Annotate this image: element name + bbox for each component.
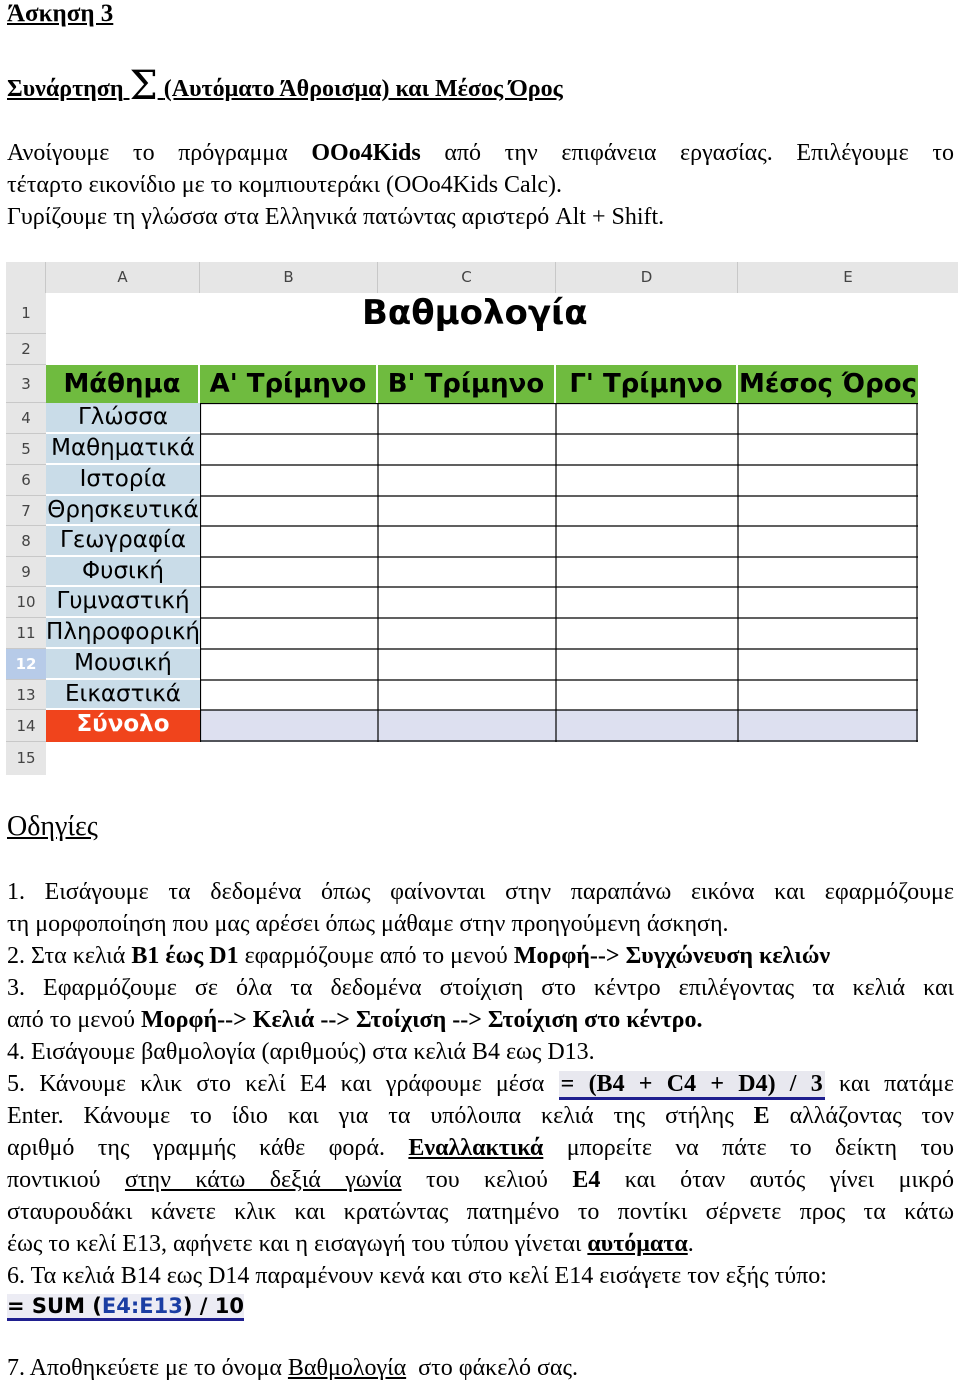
row-header-12: 12	[6, 649, 46, 680]
step-6: 6. Τα κελιά B14 εως D14 παραμένουν κενά και στο κελί E14 εισάγετε τον εξής τύπο:	[7, 1263, 827, 1289]
subject-cell: Γλώσσα	[46, 403, 200, 434]
step-5-line-4: ποντικιού στην κάτω δεξιά γωνία του κελιού E4 και όταν αυτός γίνει μικρό	[7, 1167, 955, 1193]
step-4: 4. Εισάγουμε βαθμολογία (αριθμούς) στα κελιά B4 εως D13.	[7, 1039, 595, 1065]
row-header-13: 13	[6, 680, 46, 710]
data-grid	[200, 403, 918, 742]
total-cell: Σύνολο	[46, 710, 200, 742]
subject-cell: Μαθηματικά	[46, 434, 200, 465]
header-cell-term-b: Β' Τρίμηνο	[378, 365, 556, 403]
column-header-c: C	[378, 262, 556, 293]
step-5-line-5: σταυρουδάκι κάνετε κλικ και κρατώντας πατημένο το ποντίκι σέρνετε προς τα κάτω	[7, 1199, 954, 1225]
step-6-formula	[7, 1290, 954, 1322]
row-header-3: 3	[6, 365, 46, 403]
section-title-text: Συνάρτηση	[7, 76, 124, 102]
column-header-a: A	[46, 262, 200, 293]
row-header-9: 9	[6, 557, 46, 587]
row-header-1: 1	[6, 293, 46, 334]
step-7: 7. Αποθηκεύετε με το όνομα Βαθμολογία στο φάκελό σας.	[7, 1355, 578, 1381]
formula-sum: = SUM (E4:E13) / 10	[7, 1294, 244, 1321]
total-row-fill	[200, 710, 918, 742]
section-title-rest: (Αυτόματο Άθροισμα) και Μέσος Όρος	[163, 76, 563, 102]
row-header-7: 7	[6, 496, 46, 526]
subject-cell: Ιστορία	[46, 465, 200, 496]
row-header-2: 2	[6, 334, 46, 365]
subject-cell: Γεωγραφία	[46, 526, 200, 557]
step-3-line-1: 3. Εφαρμόζουμε σε όλα τα δεδομένα στοίχιση στο κέντρο επιλέγοντας τα κελιά και	[7, 975, 954, 1001]
header-cell-term-a: Α' Τρίμηνο	[200, 365, 378, 403]
step-3-line-2: από το μενού Μορφή--> Κελιά --> Στοίχιση --> Στοίχιση στο κέντρο.	[7, 1007, 703, 1033]
step-5-line-6: έως το κελί E13, αφήνετε και η εισαγωγή του τύπου γίνεται αυτόματα.	[7, 1231, 694, 1257]
step-5-line-1: 5. Κάνουμε κλικ στο κελί E4 και γράφουμε μέσα = (B4 + C4 + D4) / 3 και πατάμε	[7, 1068, 954, 1100]
subject-cell: Θρησκευτικά	[46, 496, 200, 526]
row-header-10: 10	[6, 587, 46, 618]
sheet-title-merged-cell: Βαθμολογία	[362, 293, 588, 333]
sigma-symbol: Σ	[129, 63, 158, 109]
step-1-line-2: τη μορφοποίηση που μας αρέσει όπως μάθαμε στην προηγούμενη άσκηση.	[7, 911, 729, 937]
header-cell-term-c: Γ' Τρίμηνο	[556, 365, 738, 403]
subject-cell: Μουσική	[46, 649, 200, 680]
step-1-line-1: 1. Εισάγουμε τα δεδομένα όπως φαίνονται στην παραπάνω εικόνα και εφαρμόζουμε	[7, 879, 954, 905]
intro-line-3: Γυρίζουμε τη γλώσσα στα Ελληνικά πατώντας αριστερό Alt + Shift.	[7, 204, 665, 230]
subject-cell: Φυσική	[46, 557, 200, 587]
subject-cell: Γυμναστική	[46, 587, 200, 618]
step-2: 2. Στα κελιά B1 έως D1 εφαρμόζουμε από το μενού Μορφή--> Συγχώνευση κελιών	[7, 943, 831, 969]
row-header-14: 14	[6, 710, 46, 742]
row-header-8: 8	[6, 526, 46, 557]
row-header-4: 4	[6, 403, 46, 434]
section-title	[7, 63, 563, 109]
row-header-5: 5	[6, 434, 46, 465]
exercise-title: Άσκηση 3	[7, 0, 114, 27]
instructions-title: Οδηγίες	[7, 811, 98, 842]
row-header-11: 11	[6, 618, 46, 649]
header-cell-subject: Μάθημα	[46, 365, 200, 403]
subject-cell: Πληροφορική	[46, 618, 200, 649]
spreadsheet-screenshot	[6, 262, 958, 775]
formula-average: = (B4 + C4 + D4) / 3	[559, 1071, 825, 1100]
corner-cell	[6, 262, 46, 293]
subject-cell: Εικαστικά	[46, 680, 200, 710]
intro-line-1: Ανοίγουμε το πρόγραμμα OOo4Kids από την επιφάνεια εργασίας. Επιλέγουμε το	[7, 140, 954, 166]
step-5-line-3: αριθμό της γραμμής κάθε φορά. Εναλλακτικά μπορείτε να πάτε το δείκτη του	[7, 1135, 954, 1161]
row-header-15: 15	[6, 742, 46, 775]
row-header-6: 6	[6, 465, 46, 496]
column-header-b: B	[200, 262, 378, 293]
column-header-d: D	[556, 262, 738, 293]
column-header-e: E	[738, 262, 958, 293]
header-cell-average: Μέσος Όρος	[738, 365, 918, 403]
intro-line-2: τέταρτο εικονίδιο με το κομπιουτεράκι (OOo4Kids Calc).	[7, 172, 563, 198]
step-5-line-2: Enter. Κάνουμε το ίδιο και για τα υπόλοιπα κελιά της στήλης E αλλάζοντας τον	[7, 1103, 955, 1129]
